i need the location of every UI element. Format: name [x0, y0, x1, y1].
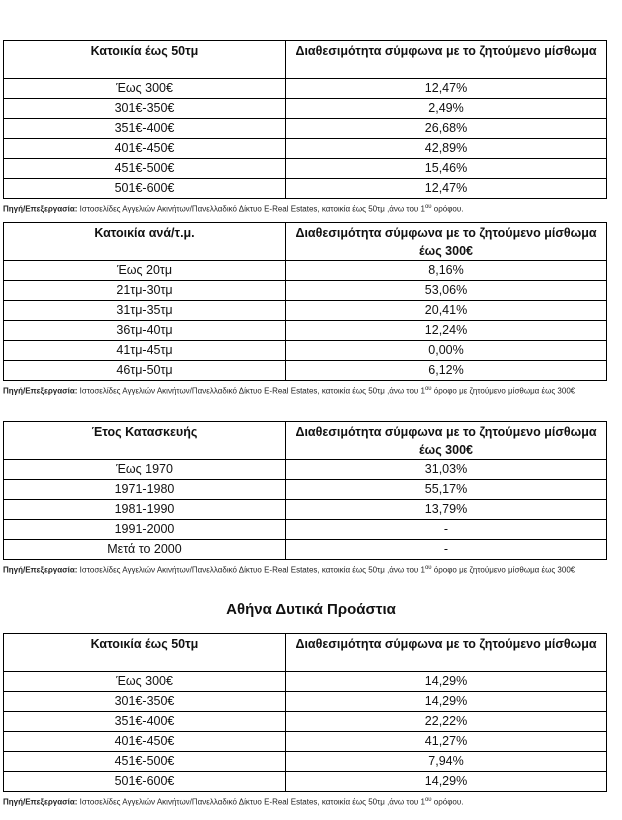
row-value: 13,79%: [286, 500, 607, 520]
row-label: Έως 1970: [4, 460, 286, 480]
source-end: όροφο με ζητούμενο μίσθωμα έως 300€: [433, 386, 576, 396]
row-label: 301€-350€: [4, 692, 286, 712]
row-value: 26,68%: [286, 119, 607, 139]
table-row: [4, 341, 607, 361]
column-header-size: Κατοικία ανά/τ.μ.: [4, 223, 286, 261]
table-row: [4, 119, 607, 139]
table-row: [4, 361, 607, 381]
table-row: [4, 139, 607, 159]
source-superscript: ου: [424, 204, 432, 210]
row-label: 351€-400€: [4, 712, 286, 732]
column-header-year: Έτος Κατασκευής: [4, 422, 286, 460]
source-superscript: ου: [424, 797, 432, 803]
table-row: [4, 540, 607, 560]
column-header-availability: Διαθεσιμότητα σύμφωνα με το ζητούμενο μίσθωμα έως 300€: [286, 422, 607, 460]
table-row: [4, 672, 607, 692]
row-value: 6,12%: [286, 361, 607, 381]
table-construction-year-block: [3, 421, 606, 577]
row-value: -: [286, 540, 607, 560]
size-availability-table: [3, 222, 607, 381]
row-label: 46τμ-50τμ: [4, 361, 286, 381]
row-value: 7,94%: [286, 752, 607, 772]
row-value: 2,49%: [286, 99, 607, 119]
column-header-apartment: Κατοικία έως 50τμ: [4, 634, 286, 672]
table-row: [4, 179, 607, 199]
source-note: [3, 562, 609, 577]
table-row: [4, 752, 607, 772]
column-header-availability: Διαθεσιμότητα σύμφωνα με το ζητούμενο μίσθωμα: [286, 634, 607, 672]
row-value: 41,27%: [286, 732, 607, 752]
row-value: 8,16%: [286, 261, 607, 281]
table-row: [4, 500, 607, 520]
column-header-availability: Διαθεσιμότητα σύμφωνα με το ζητούμενο μίσθωμα έως 300€: [286, 223, 607, 261]
row-value: 12,47%: [286, 179, 607, 199]
table-size-block: [3, 222, 606, 398]
source-text: Ιστοσελίδες Αγγελιών Ακινήτων/Πανελλαδικό Δίκτυο E-Real Estates, κατοικία έως 50τμ ,άνω του 1: [79, 386, 425, 396]
rent-availability-table: [3, 40, 607, 199]
table-west-suburbs-block: [3, 633, 606, 809]
source-label: Πηγή/Επεξεργασία:: [3, 565, 78, 575]
row-label: 351€-400€: [4, 119, 286, 139]
table-row: [4, 732, 607, 752]
row-label: Μετά το 2000: [4, 540, 286, 560]
row-label: 401€-450€: [4, 139, 286, 159]
row-value: 15,46%: [286, 159, 607, 179]
row-value: -: [286, 520, 607, 540]
row-value: 31,03%: [286, 460, 607, 480]
row-value: 22,22%: [286, 712, 607, 732]
construction-year-table: [3, 421, 607, 560]
table-row: [4, 321, 607, 341]
source-end: όροφο με ζητούμενο μίσθωμα έως 300€: [433, 565, 576, 575]
row-label: 1981-1990: [4, 500, 286, 520]
table-row: [4, 692, 607, 712]
table-row: [4, 159, 607, 179]
source-text: Ιστοσελίδες Αγγελιών Ακινήτων/Πανελλαδικό Δίκτυο E-Real Estates, κατοικία έως 50τμ ,άνω του 1: [79, 204, 425, 214]
table-row: [4, 99, 607, 119]
table-row: [4, 79, 607, 99]
row-value: 42,89%: [286, 139, 607, 159]
table-row: [4, 520, 607, 540]
source-label: Πηγή/Επεξεργασία:: [3, 204, 78, 214]
row-label: 401€-450€: [4, 732, 286, 752]
west-suburbs-rent-table: [3, 633, 607, 792]
row-label: 21τμ-30τμ: [4, 281, 286, 301]
source-end: ορόφου.: [433, 797, 464, 807]
section-title: Αθήνα Δυτικά Προάστια: [226, 601, 396, 618]
table-row: [4, 480, 607, 500]
row-label: Έως 20τμ: [4, 261, 286, 281]
source-superscript: ου: [424, 386, 432, 392]
row-label: 501€-600€: [4, 772, 286, 792]
row-value: 55,17%: [286, 480, 607, 500]
source-end: ορόφου.: [433, 204, 464, 214]
row-label: 451€-500€: [4, 752, 286, 772]
row-label: 501€-600€: [4, 179, 286, 199]
table-row: [4, 712, 607, 732]
row-value: 20,41%: [286, 301, 607, 321]
row-label: 31τμ-35τμ: [4, 301, 286, 321]
source-text: Ιστοσελίδες Αγγελιών Ακινήτων/Πανελλαδικό Δίκτυο E-Real Estates, κατοικία έως 50τμ ,άνω του 1: [79, 797, 425, 807]
column-header-apartment: Κατοικία έως 50τμ: [4, 41, 286, 79]
source-note: [3, 201, 606, 216]
row-label: 36τμ-40τμ: [4, 321, 286, 341]
row-value: 14,29%: [286, 672, 607, 692]
source-label: Πηγή/Επεξεργασία:: [3, 386, 78, 396]
row-label: 451€-500€: [4, 159, 286, 179]
source-superscript: ου: [424, 565, 432, 571]
row-value: 12,47%: [286, 79, 607, 99]
column-header-availability: Διαθεσιμότητα σύμφωνα με το ζητούμενο μίσθωμα: [286, 41, 607, 79]
row-label: 41τμ-45τμ: [4, 341, 286, 361]
table-row: [4, 460, 607, 480]
source-note: [3, 794, 606, 809]
table-row: [4, 261, 607, 281]
table-rent-availability-block: [3, 40, 606, 216]
row-value: 53,06%: [286, 281, 607, 301]
row-label: 301€-350€: [4, 99, 286, 119]
source-label: Πηγή/Επεξεργασία:: [3, 797, 78, 807]
page-heading: [0, 0, 622, 4]
row-label: Έως 300€: [4, 672, 286, 692]
row-value: 0,00%: [286, 341, 607, 361]
row-value: 12,24%: [286, 321, 607, 341]
row-value: 14,29%: [286, 772, 607, 792]
table-row: [4, 301, 607, 321]
table-row: [4, 772, 607, 792]
row-label: Έως 300€: [4, 79, 286, 99]
row-label: 1991-2000: [4, 520, 286, 540]
row-value: 14,29%: [286, 692, 607, 712]
source-note: [3, 383, 609, 398]
source-text: Ιστοσελίδες Αγγελιών Ακινήτων/Πανελλαδικό Δίκτυο E-Real Estates, κατοικία έως 50τμ ,άνω του 1: [79, 565, 425, 575]
row-label: 1971-1980: [4, 480, 286, 500]
table-row: [4, 281, 607, 301]
